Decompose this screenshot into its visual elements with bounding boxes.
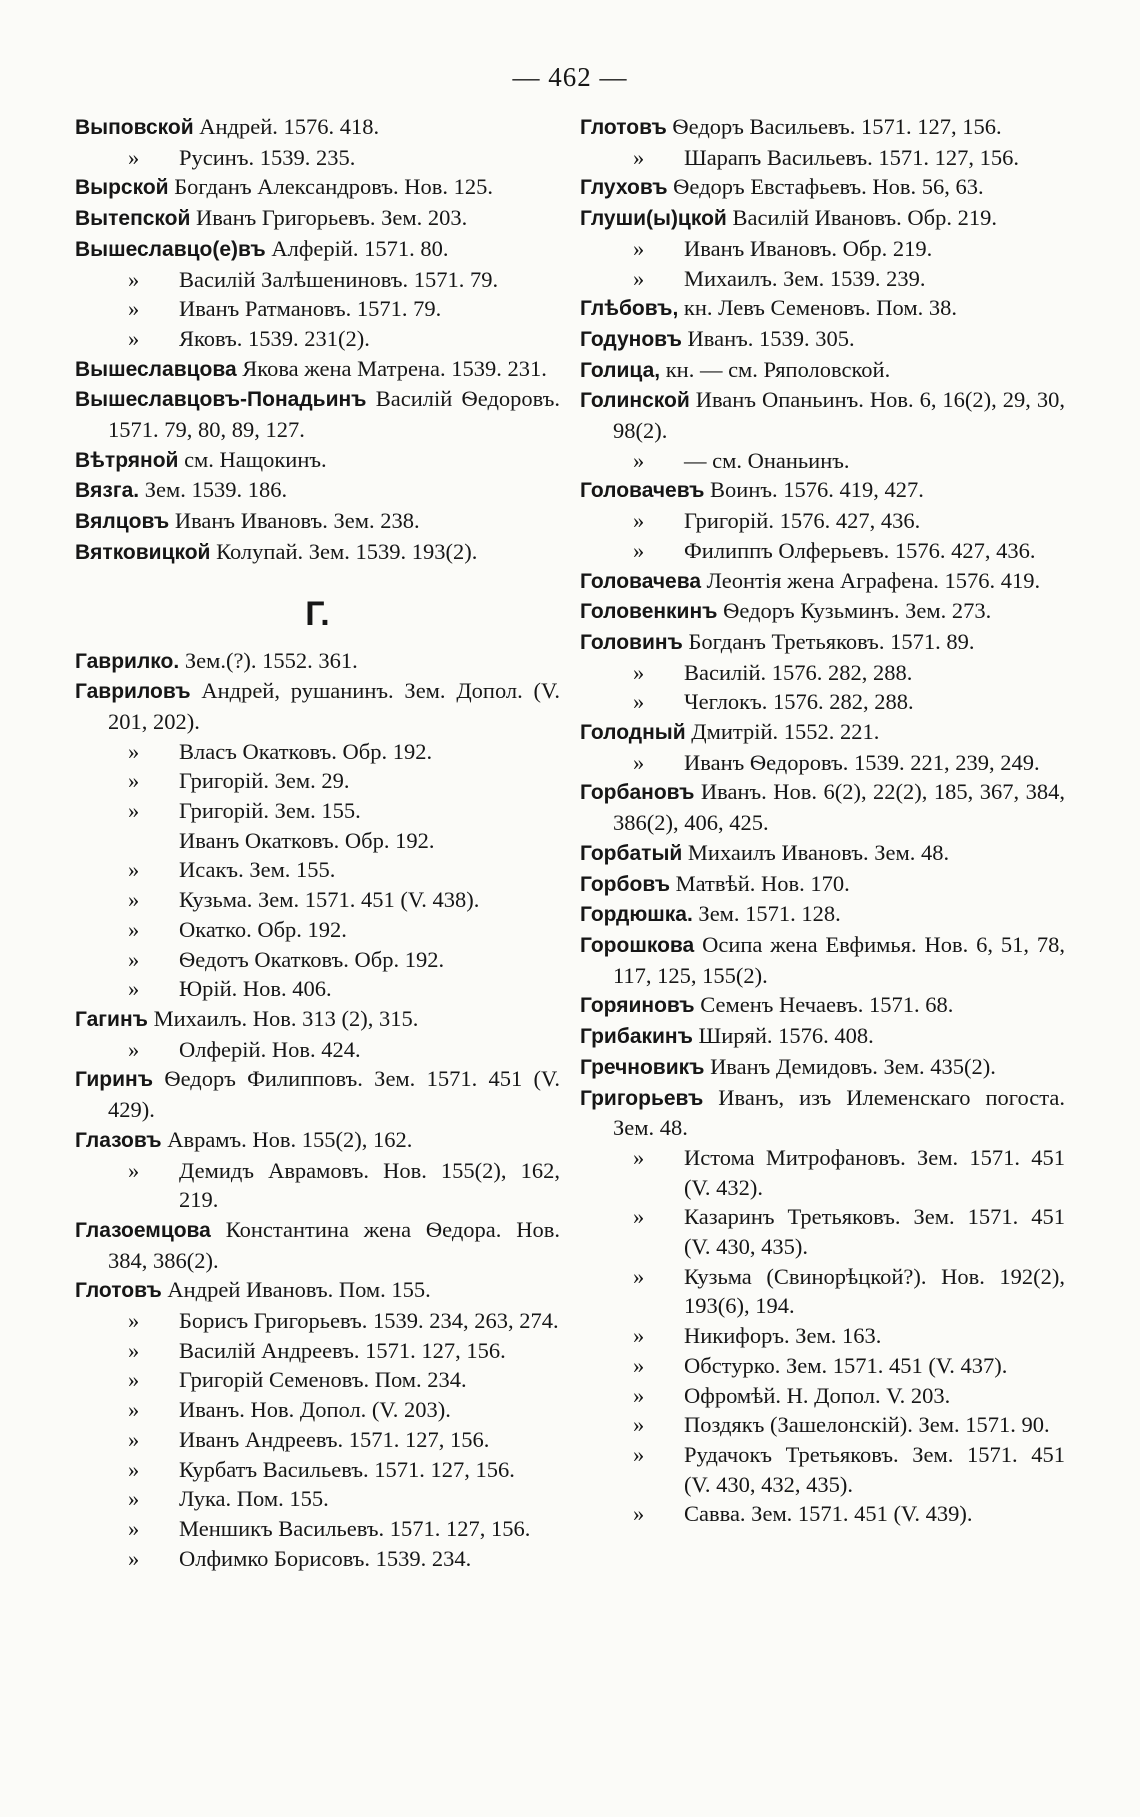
subentry-text: Русинъ. 1539. 235. <box>179 144 356 170</box>
index-subentry <box>75 945 560 975</box>
entry-surname: Голодный <box>580 721 686 745</box>
ditto-mark: » <box>128 1337 140 1363</box>
ditto-mark: » <box>128 1486 140 1512</box>
subentry-text: Меншикъ Васильевъ. 1571. 127, 156. <box>179 1515 531 1541</box>
ditto-mark: » <box>128 1545 140 1571</box>
subentry-text: Лука. Пом. 155. <box>179 1486 329 1512</box>
entry-surname: Вязга. <box>75 479 140 503</box>
entry-details: Андрей, рушанинъ. Зем. Допол. (V. 201, 202). <box>108 678 560 734</box>
index-subentry <box>75 294 560 324</box>
subentry-text: Иванъ Окатковъ. Обр. 192. <box>179 827 435 853</box>
entry-surname: Гаврилко. <box>75 649 180 673</box>
entry-surname: Гагинъ <box>75 1007 148 1031</box>
index-entry <box>75 676 560 736</box>
ditto-mark: » <box>633 447 645 473</box>
subentry-text: Юрій. Нов. 406. <box>179 976 332 1002</box>
subentry-text: Офромѣй. Н. Допол. V. 203. <box>684 1382 951 1408</box>
index-subentry <box>75 1035 560 1065</box>
ditto-mark: » <box>128 887 140 913</box>
index-entry <box>75 234 560 265</box>
entry-surname: Голинской <box>580 389 690 413</box>
entry-details: кн. — см. Ряполовской. <box>665 356 891 382</box>
entry-surname: Годуновъ <box>580 327 682 351</box>
entry-details: Андрей. 1576. 418. <box>199 114 380 139</box>
index-subentry <box>580 1440 1065 1499</box>
subentry-text: Василій. 1576. 282, 288. <box>684 659 913 685</box>
entry-surname: Глѣбовъ, <box>580 297 679 321</box>
index-entry <box>75 1125 560 1156</box>
index-subentry <box>75 1455 560 1485</box>
ditto-mark: » <box>128 266 140 292</box>
index-subentry <box>580 506 1065 536</box>
entry-details: Иванъ Демидовъ. Зем. 435(2). <box>710 1053 996 1079</box>
entry-surname: Глуши(ы)цкой <box>580 207 727 231</box>
entry-details: Иванъ Опаньинъ. Нов. 6, 16(2), 29, 30, 98(2). <box>613 387 1065 444</box>
index-entry <box>580 1021 1065 1052</box>
subentry-text: Григорій. 1576. 427, 436. <box>684 508 921 534</box>
ditto-mark: » <box>128 1367 140 1393</box>
index-entry <box>75 384 560 444</box>
ditto-mark: » <box>633 1501 645 1527</box>
entry-surname: Горбовъ <box>580 872 671 896</box>
index-subentry <box>580 536 1065 566</box>
ditto-mark: » <box>633 144 645 170</box>
ditto-mark: » <box>633 508 645 534</box>
ditto-mark: » <box>128 738 140 764</box>
index-subentry <box>75 974 560 1004</box>
subentry-text: Григорій. Зем. 155. <box>179 798 361 824</box>
ditto-mark: » <box>633 1323 645 1349</box>
index-subentry <box>75 265 560 295</box>
entry-surname: Головачевъ <box>580 479 705 503</box>
entry-surname: Гиринъ <box>75 1068 154 1092</box>
subentry-text: Яковъ. 1539. 231(2). <box>179 325 370 351</box>
index-entry <box>580 838 1065 869</box>
entry-surname: Вышеславцо(е)въ <box>75 237 266 261</box>
subentry-text: Филиппъ Олферьевъ. 1576. 427, 436. <box>684 537 1036 563</box>
entry-details: кн. Левъ Семеновъ. Пом. 38. <box>683 295 957 321</box>
index-subentry <box>580 1410 1065 1440</box>
index-entry <box>580 869 1065 900</box>
index-entry <box>75 172 560 203</box>
index-entry <box>580 293 1065 324</box>
ditto-mark: » <box>633 1412 645 1438</box>
index-entry <box>75 203 560 234</box>
index-entry <box>75 646 560 677</box>
index-subentry <box>75 1336 560 1366</box>
index-subentry <box>75 1156 560 1215</box>
index-entry <box>580 203 1065 234</box>
subentry-text: Исакъ. Зем. 155. <box>179 857 336 883</box>
entry-surname: Глазовъ <box>75 1128 162 1152</box>
index-subentry <box>580 1321 1065 1351</box>
subentry-text: Кузьма (Свинорѣцкой?). Нов. 192(2), 193(6), 194. <box>684 1263 1065 1319</box>
subentry-text: Курбатъ Васильевъ. 1571. 127, 156. <box>179 1456 515 1482</box>
entry-surname: Глазоемцова <box>75 1218 211 1242</box>
index-entry <box>580 475 1065 506</box>
entry-details: Иванъ Григорьевъ. Зем. 203. <box>196 205 468 231</box>
ditto-mark: » <box>633 265 645 291</box>
index-subentry <box>580 234 1065 264</box>
letter-heading: Г. <box>305 594 330 633</box>
entry-details: Ширяй. 1576. 408. <box>698 1023 874 1049</box>
ditto-mark: » <box>128 798 140 824</box>
index-entry <box>75 445 560 476</box>
index-subentry <box>580 1499 1065 1529</box>
index-subentry <box>75 885 560 915</box>
index-subentry <box>75 324 560 354</box>
entry-surname: Вышеславцова <box>75 357 237 381</box>
index-entry <box>580 596 1065 627</box>
entry-details: Иванъ Ивановъ. Зем. 238. <box>174 508 420 534</box>
index-entry <box>75 354 560 385</box>
ditto-mark: » <box>633 1352 645 1378</box>
entry-surname: Горбатый <box>580 841 683 865</box>
entry-details: Воинъ. 1576. 419, 427. <box>710 477 924 503</box>
index-subentry <box>580 446 1065 476</box>
subentry-text: Савва. Зем. 1571. 451 (V. 439). <box>684 1501 973 1527</box>
ditto-mark: » <box>128 296 140 322</box>
index-entry <box>580 930 1065 990</box>
entry-details: Зем. 1571. 128. <box>698 901 841 927</box>
entry-details: Дмитрій. 1552. 221. <box>691 719 880 745</box>
subentry-text: Григорій. Зем. 29. <box>179 768 350 794</box>
subentry-text: Григорій Семеновъ. Пом. 234. <box>179 1367 467 1393</box>
ditto-mark: » <box>128 857 140 883</box>
subentry-text: Василій Залѣшениновъ. 1571. 79. <box>179 266 499 292</box>
entry-details: Василій Ѳедоровъ. 1571. 79, 80, 89, 127. <box>108 386 560 443</box>
entry-details: Матвѣй. Нов. 170. <box>675 870 850 896</box>
subentry-text: Никифоръ. Зем. 163. <box>684 1323 882 1349</box>
entry-details: Константина жена Ѳедора. Нов. 384, 386(2). <box>108 1216 560 1273</box>
ditto-mark: » <box>128 768 140 794</box>
index-entry <box>580 385 1065 445</box>
entry-surname: Головачева <box>580 569 702 593</box>
index-entry <box>75 1064 560 1124</box>
entry-details: Ѳедоръ Филипповъ. Зем. 1571. 451 (V. 429). <box>108 1066 560 1123</box>
index-subentry <box>75 1425 560 1455</box>
entry-surname: Вышеславцовъ-Понадьинъ <box>75 388 367 412</box>
subentry-text: Окатко. Обр. 192. <box>179 916 347 942</box>
ditto-mark: » <box>128 916 140 942</box>
index-subentry <box>75 1514 560 1544</box>
entry-details: Ѳедоръ Васильевъ. 1571. 127, 156. <box>672 114 1002 139</box>
entry-details: Ѳедоръ Евстафьевъ. Нов. 56, 63. <box>673 174 984 200</box>
ditto-mark: » <box>633 1441 645 1467</box>
index-entry <box>580 172 1065 203</box>
entry-surname: Вятковицкой <box>75 540 211 564</box>
ditto-mark: » <box>128 1426 140 1452</box>
ditto-mark: » <box>633 749 645 775</box>
index-subentry <box>75 1544 560 1574</box>
subentry-text: Ѳедотъ Окатковъ. Обр. 192. <box>179 946 445 972</box>
subentry-text: Обстурко. Зем. 1571. 451 (V. 437). <box>684 1352 1008 1378</box>
index-subentry <box>580 687 1065 717</box>
entry-details: Ѳедоръ Кузьминъ. Зем. 273. <box>723 598 992 624</box>
entry-surname: Горбановъ <box>580 781 695 805</box>
index-entry <box>75 1004 560 1035</box>
subentry-text: Истома Митрофановъ. Зем. 1571. 451 (V. 432). <box>684 1144 1065 1200</box>
entry-details: Зем.(?). 1552. 361. <box>184 647 358 673</box>
index-entry <box>75 506 560 537</box>
subentry-text: Михаилъ. Зем. 1539. 239. <box>684 265 926 291</box>
index-subentry <box>580 748 1065 778</box>
ditto-mark: » <box>128 946 140 972</box>
index-entry <box>580 1052 1065 1083</box>
index-entry <box>580 112 1065 143</box>
index-subentry <box>580 658 1065 688</box>
subentry-text: Рудачокъ Третьяковъ. Зем. 1571. 451 (V. 430, 432, 435). <box>684 1441 1065 1497</box>
index-entry <box>580 990 1065 1021</box>
index-subentry <box>580 143 1065 173</box>
entry-surname: Глотовъ <box>75 1279 162 1303</box>
index-entry <box>580 324 1065 355</box>
index-subentry <box>75 766 560 796</box>
entry-details: Михаилъ Ивановъ. Зем. 48. <box>687 839 950 865</box>
ditto-mark: » <box>633 1204 645 1230</box>
subentry-text: Иванъ. Нов. Допол. (V. 203). <box>179 1397 451 1423</box>
ditto-mark: » <box>128 1036 140 1062</box>
entry-surname: Вытепской <box>75 207 191 231</box>
entry-surname: Грибакинъ <box>580 1025 693 1049</box>
entry-surname: Григорьевъ <box>580 1086 704 1110</box>
subentry-text: Кузьма. Зем. 1571. 451 (V. 438). <box>179 887 480 913</box>
index-subentry <box>75 826 560 856</box>
entry-surname: Головенкинъ <box>580 600 718 624</box>
subentry-text: Чеглокъ. 1576. 282, 288. <box>684 689 914 715</box>
subentry-text: Борисъ Григорьевъ. 1539. 234, 263, 274. <box>179 1308 559 1334</box>
index-entry <box>580 566 1065 597</box>
index-entry <box>580 1083 1065 1143</box>
entry-surname: Гордюшка. <box>580 903 693 927</box>
index-entry <box>75 1215 560 1275</box>
index-subentry <box>75 915 560 945</box>
entry-details: Иванъ, изъ Илеменскаго погоста. Зем. 48. <box>613 1084 1065 1141</box>
entry-surname: Выповской <box>75 116 194 139</box>
index-subentry <box>75 855 560 885</box>
index-subentry <box>75 1395 560 1425</box>
index-subentry <box>75 796 560 826</box>
index-entry <box>75 475 560 506</box>
entry-details: Зем. 1539. 186. <box>144 477 288 503</box>
index-entry <box>580 777 1065 837</box>
index-subentry <box>75 1365 560 1395</box>
index-entry <box>75 1275 560 1306</box>
index-subentry <box>580 1351 1065 1381</box>
subentry-text: Власъ Окатковъ. Обр. 192. <box>179 738 433 764</box>
entry-details: Богданъ Третьяковъ. 1571. 89. <box>688 628 975 654</box>
entry-surname: Вѣтряной <box>75 448 179 472</box>
ditto-mark: » <box>633 1382 645 1408</box>
index-subentry <box>580 264 1065 294</box>
index-entry <box>580 355 1065 386</box>
entry-details: см. Нащокинъ. <box>184 446 327 472</box>
subentry-text: Иванъ Ѳедоровъ. 1539. 221, 239, 249. <box>684 749 1040 775</box>
index-entry <box>580 627 1065 658</box>
index-subentry <box>75 1306 560 1336</box>
subentry-text: Казаринъ Третьяковъ. Зем. 1571. 451 (V. 430, 435). <box>684 1204 1065 1260</box>
entry-surname: Голица, <box>580 358 661 382</box>
entry-details: Иванъ. 1539. 305. <box>687 325 855 351</box>
index-entry <box>75 537 560 568</box>
entry-details: Аврамъ. Нов. 155(2), 162. <box>167 1126 413 1152</box>
subentry-text: Василій Андреевъ. 1571. 127, 156. <box>179 1337 506 1363</box>
entry-surname: Горяиновъ <box>580 994 695 1018</box>
entry-surname: Глуховъ <box>580 176 668 200</box>
index-subentry <box>75 737 560 767</box>
ditto-mark: » <box>128 1456 140 1482</box>
left-column <box>75 112 560 1573</box>
ditto-mark: » <box>128 1397 140 1423</box>
entry-details: Колупай. Зем. 1539. 193(2). <box>216 538 478 564</box>
index-subentry <box>75 1484 560 1514</box>
entry-details: Андрей Ивановъ. Пом. 155. <box>167 1277 431 1303</box>
entry-surname: Гавриловъ <box>75 680 191 704</box>
index-entry <box>75 112 560 143</box>
index-subentry <box>580 1143 1065 1202</box>
ditto-mark: » <box>128 976 140 1002</box>
entry-details: Богданъ Александровъ. Нов. 125. <box>174 174 493 200</box>
entry-surname: Глотовъ <box>580 116 667 139</box>
subentry-text: Олферій. Нов. 424. <box>179 1036 361 1062</box>
entry-surname: Вырской <box>75 176 169 200</box>
entry-surname: Вялцовъ <box>75 510 170 534</box>
ditto-mark: » <box>128 1515 140 1541</box>
ditto-mark: » <box>128 144 140 170</box>
entry-details: Семенъ Нечаевъ. 1571. 68. <box>700 992 954 1018</box>
index-entry <box>580 717 1065 748</box>
entry-surname: Головинъ <box>580 630 683 654</box>
index-subentry <box>580 1262 1065 1321</box>
ditto-mark: » <box>633 537 645 563</box>
ditto-mark: » <box>633 1263 645 1289</box>
entry-details: Иванъ. Нов. 6(2), 22(2), 185, 367, 384, 386(2), 406, 425. <box>613 779 1066 836</box>
subentry-text: Иванъ Андреевъ. 1571. 127, 156. <box>179 1426 490 1452</box>
index-subentry <box>75 143 560 173</box>
right-column <box>580 112 1065 1529</box>
entry-details: Осипа жена Евфимья. Нов. 6, 51, 78, 117, 125, 155(2). <box>613 931 1066 988</box>
entry-surname: Гречновикъ <box>580 1055 705 1079</box>
ditto-mark: » <box>633 689 645 715</box>
ditto-mark: » <box>128 1308 140 1334</box>
ditto-mark: » <box>128 325 140 351</box>
entry-surname: Горошкова <box>580 933 695 957</box>
entry-details: Василій Ивановъ. Обр. 219. <box>732 205 997 231</box>
entry-details: Михаилъ. Нов. 313 (2), 315. <box>153 1005 419 1031</box>
ditto-mark: » <box>633 659 645 685</box>
subentry-text: Иванъ Ивановъ. Обр. 219. <box>684 235 933 261</box>
subentry-text: Шарапъ Васильевъ. 1571. 127, 156. <box>684 144 1019 170</box>
subentry-text: Демидъ Аврамовъ. Нов. 155(2), 162, 219. <box>179 1157 560 1213</box>
subentry-text: Иванъ Ратмановъ. 1571. 79. <box>179 296 442 322</box>
index-subentry <box>580 1202 1065 1261</box>
subentry-text: Поздякъ (Зашелонскій). Зем. 1571. 90. <box>684 1412 1050 1438</box>
index-subentry <box>580 1381 1065 1411</box>
ditto-mark: » <box>633 1144 645 1170</box>
ditto-mark: » <box>128 1157 140 1183</box>
subentry-text: Олфимко Борисовъ. 1539. 234. <box>179 1545 472 1571</box>
entry-details: Якова жена Матрена. 1539. 231. <box>242 355 547 381</box>
page-number: — 462 — <box>512 62 628 92</box>
subentry-text: — см. Онаньинъ. <box>684 447 850 473</box>
entry-details: Алферій. 1571. 80. <box>271 235 449 261</box>
ditto-mark: » <box>633 235 645 261</box>
index-entry <box>580 899 1065 930</box>
entry-details: Леонтія жена Аграфена. 1576. 419. <box>706 567 1041 593</box>
